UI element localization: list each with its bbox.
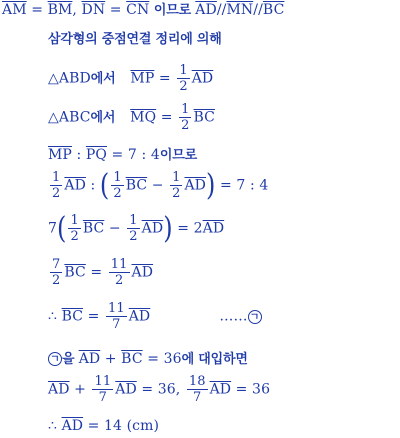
korean-text: 이므로 (159, 148, 197, 163)
segment-bc: $\overline{BC}$ (82, 220, 105, 237)
segment-mn: $\overline{MN}$ (226, 2, 254, 18)
segment-ad: $\overline{AD}$ (131, 264, 154, 281)
segment-am: $\overline{AM}$ (2, 2, 27, 18)
segment-ad: $\overline{AD}$ (191, 70, 214, 87)
fraction: $\frac{1}{2}$ (179, 63, 188, 94)
line-8: $\frac{7}{2}$ $\overline{BC}$ = $\frac{11}{2}$ $\overline{AD}$ (52, 257, 154, 288)
line-9: ∴ $\overline{BC}$ = $\frac{11}{7}$ $\overline{AD}$ …… ㄱ (48, 302, 262, 331)
therefore-symbol: ∴ (48, 418, 62, 434)
line-10: ㄱ 을 $\overline{AD} + \overline{BC} = 36$에 대입하면 (48, 352, 248, 366)
segment-bc: $\overline{BC}$ (64, 264, 86, 281)
fraction: $\frac{1}{2}$ (181, 102, 190, 133)
theorem-text: 삼각형의 중점연결 정리에 의해 (48, 32, 222, 47)
final-answer: = 14 (cm) (83, 418, 160, 434)
segment-ad: $\overline{AD}$ (209, 381, 232, 398)
segment-bc: $\overline{BC}$ (193, 109, 215, 126)
segment-ad: $\overline{AD}$ (64, 177, 86, 194)
line-2 (48, 33, 222, 46)
segment-cn: $\overline{CN}$ (126, 2, 150, 18)
therefore-symbol: ∴ (48, 308, 62, 325)
fraction: $\frac{7}{2}$ (52, 257, 61, 288)
segment-dn: $\overline{DN}$ (81, 2, 106, 18)
segment-bc: $\overline{BC}$ (121, 351, 143, 367)
segment-pq: $\overline{PQ}$ (85, 147, 107, 163)
left-paren: ( (57, 210, 67, 246)
triangle-abc: △ABC (48, 109, 91, 126)
korean-text: 이므로 (153, 3, 196, 18)
ellipsis: …… (219, 308, 248, 325)
segment-ad: $\overline{AD}$ (48, 381, 70, 398)
segment-bc: $\overline{BC}$ (262, 2, 285, 18)
fraction: $\frac{11}{7}$ (107, 301, 125, 332)
segment-ad: $\overline{AD}$ (184, 177, 207, 194)
line-6: $\frac{1}{2}$ $\overline{AD}$ : ( $\frac{1}{2}$ $\overline{BC}$ − $\frac{1}{2}$ $\overline{AD}) = 7$ : 4 (52, 167, 269, 203)
korean-text: 에 대입하면 (181, 352, 248, 367)
line-1: $\overline{AM} = \overline{BM}$, $\overline{DN} = \overline{CN}$ 이므로 $\overline{AD}//\overline{MN}//\overline{BC}$ (2, 2, 285, 18)
right-paren: ) (206, 167, 216, 203)
segment-bc: $\overline{BC}$ (61, 308, 84, 325)
line-3: △ABD에서 $\overline{MP}$ = $\frac{1}{2}$ $\overline{AD}$ (48, 63, 214, 94)
fraction: $\frac{1}{2}$ (113, 170, 122, 201)
line-12 (48, 419, 159, 433)
line-4: △ABC에서 $\overline{MQ}$ = $\frac{1}{2}$ $\overline{BC}$ (48, 102, 215, 133)
segment-bm: $\overline{BM}$ (47, 2, 73, 18)
segment-ad: $\overline{AD}$ (141, 220, 164, 237)
fraction: $\frac{11}{7}$ (94, 374, 112, 405)
segment-ad: $\overline{AD}$ (78, 351, 101, 367)
fraction: $\frac{1}{2}$ (52, 170, 61, 201)
segment-ad: $\overline{AD}$ (61, 418, 84, 434)
right-paren: ) (163, 210, 173, 246)
fraction: $\frac{1}{2}$ (70, 213, 79, 244)
fraction: $\frac{18}{7}$ (188, 374, 206, 405)
segment-ad: $\overline{AD}$ (202, 220, 225, 237)
segment-mp: $\overline{MP}$ (48, 147, 72, 163)
segment-ad: $\overline{AD}$ (128, 308, 151, 325)
circled-giyeok-marker: ㄱ (248, 310, 262, 324)
segment-mp: $\overline{MP}$ (130, 70, 155, 87)
triangle-abd: △ABD (48, 70, 91, 87)
line-11: $\overline{AD}$ + $\frac{11}{7}$ $\overline{AD} = 36$, $\frac{18}{7}$ $\overline{AD} = 36$ (48, 374, 271, 405)
fraction: $\frac{1}{2}$ (129, 213, 138, 244)
segment-mq: $\overline{MQ}$ (130, 109, 157, 126)
left-paren: ( (99, 167, 110, 203)
line-7: 7( $\frac{1}{2}$ $\overline{BC}$ − $\frac{1}{2}$ $\overline{AD}) = 2\overline{AD}$ (48, 210, 225, 246)
fraction: $\frac{11}{2}$ (110, 257, 128, 288)
segment-bc: $\overline{BC}$ (125, 177, 148, 194)
segment-ad: $\overline{AD}$ (115, 381, 137, 398)
segment-ad: $\overline{AD}$ (195, 2, 217, 18)
fraction: $\frac{1}{2}$ (172, 170, 181, 201)
circled-giyeok-marker: ㄱ (48, 352, 62, 366)
line-5: $\overline{MP}$ : $\overline{PQ} = 7$ : 4이므로 (48, 147, 197, 163)
